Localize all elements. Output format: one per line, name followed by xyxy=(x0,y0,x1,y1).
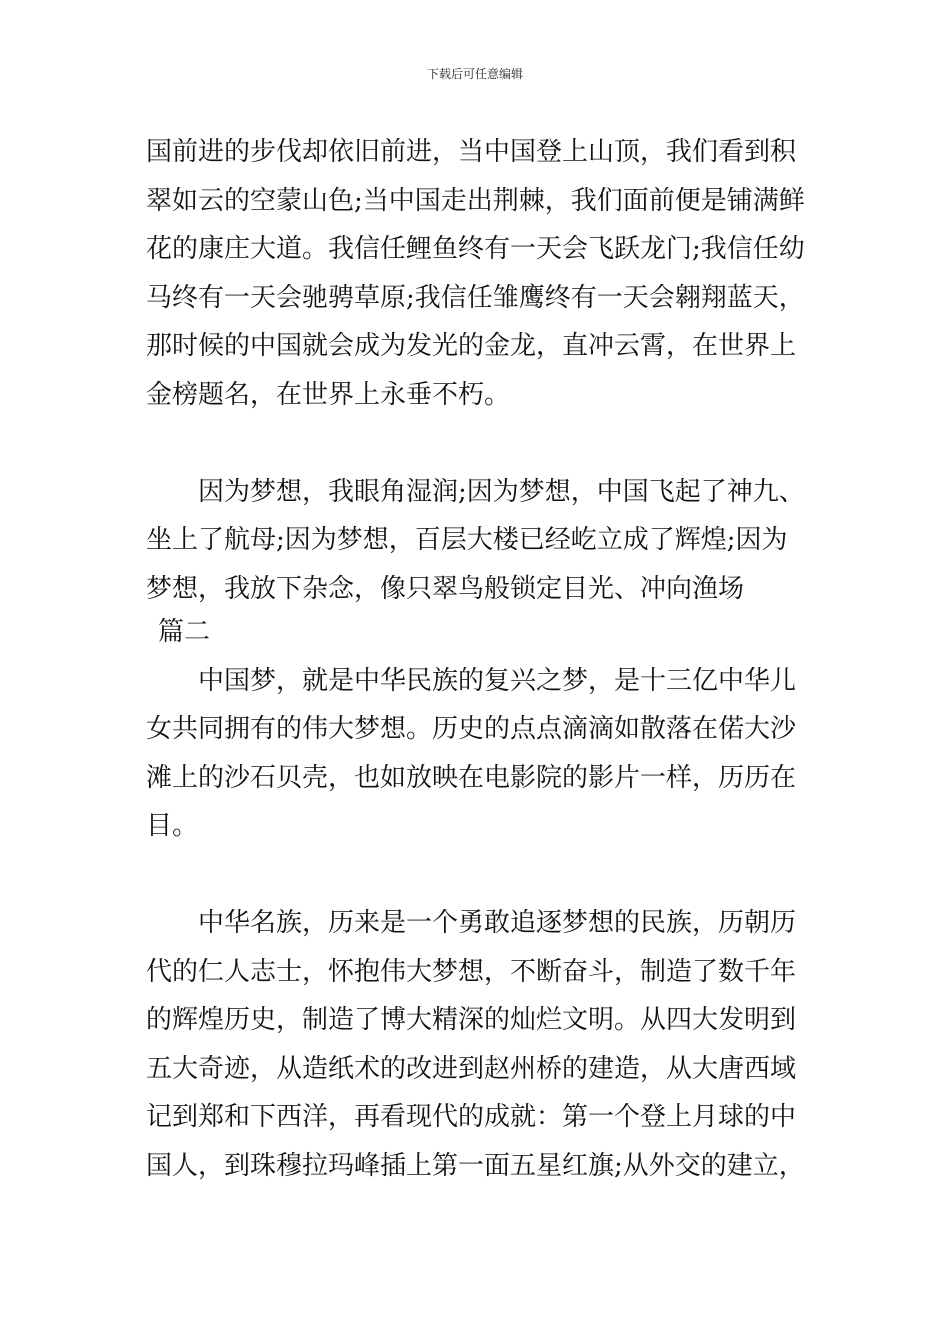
paragraph-line: 女共同拥有的伟大梦想。历史的点点滴滴如散落在偌大沙 xyxy=(146,714,797,744)
section-title: 篇二 xyxy=(158,617,211,647)
paragraph-line: 代的仁人志士，怀抱伟大梦想，不断奋斗，制造了数千年 xyxy=(146,956,797,987)
paragraph-line: 国前进的步伐却依旧前进，当中国登上山顶，我们看到积 xyxy=(146,137,797,167)
paragraph-line: 翠如云的空蒙山色;当中国走出荆棘，我们面前便是铺满鲜 xyxy=(146,185,805,216)
paragraph-line: 坐上了航母;因为梦想，百层大楼已经屹立成了辉煌;因为 xyxy=(146,525,788,555)
paragraph-line: 中国梦，就是中华民族的复兴之梦，是十三亿中华儿 xyxy=(198,665,797,696)
paragraph-line: 五大奇迹，从造纸术的改进到赵州桥的建造，从大唐西域 xyxy=(146,1053,797,1084)
paragraph-line: 中华名族，历来是一个勇敢追逐梦想的民族，历朝历 xyxy=(198,908,797,938)
paragraph-line: 因为梦想，我眼角湿润;因为梦想，中国飞起了神九、 xyxy=(198,476,805,507)
paragraph-spacer xyxy=(146,851,806,900)
page-header: 下载后可任意编辑 xyxy=(426,67,523,81)
paragraph-line: 国人，到珠穆拉玛峰插上第一面五星红旗;从外交的建立， xyxy=(146,1150,805,1181)
paragraph-line: 那时候的中国就会成为发光的金龙，直冲云霄，在世界上 xyxy=(146,331,797,361)
document-body xyxy=(146,128,806,1190)
paragraph-spacer xyxy=(146,419,806,468)
paragraph-line: 花的康庄大道。我信任鲤鱼终有一天会飞跃龙门;我信任幼 xyxy=(146,234,805,264)
paragraph-line: 滩上的沙石贝壳，也如放映在电影院的影片一样，历历在 xyxy=(146,762,797,793)
paragraph-line: 梦想，我放下杂念，像只翠鸟般锁定目光、冲向渔场 xyxy=(146,573,745,604)
paragraph-line: 的辉煌历史，制造了博大精深的灿烂文明。从四大发明到 xyxy=(146,1005,797,1035)
paragraph-line: 目。 xyxy=(146,811,199,841)
paragraph-line: 记到郑和下西洋，再看现代的成就：第一个登上月球的中 xyxy=(146,1102,797,1132)
paragraph-line: 马终有一天会驰骋草原;我信任雏鹰终有一天会翱翔蓝天， xyxy=(146,282,805,313)
paragraph-line: 金榜题名，在世界上永垂不朽。 xyxy=(146,379,511,410)
